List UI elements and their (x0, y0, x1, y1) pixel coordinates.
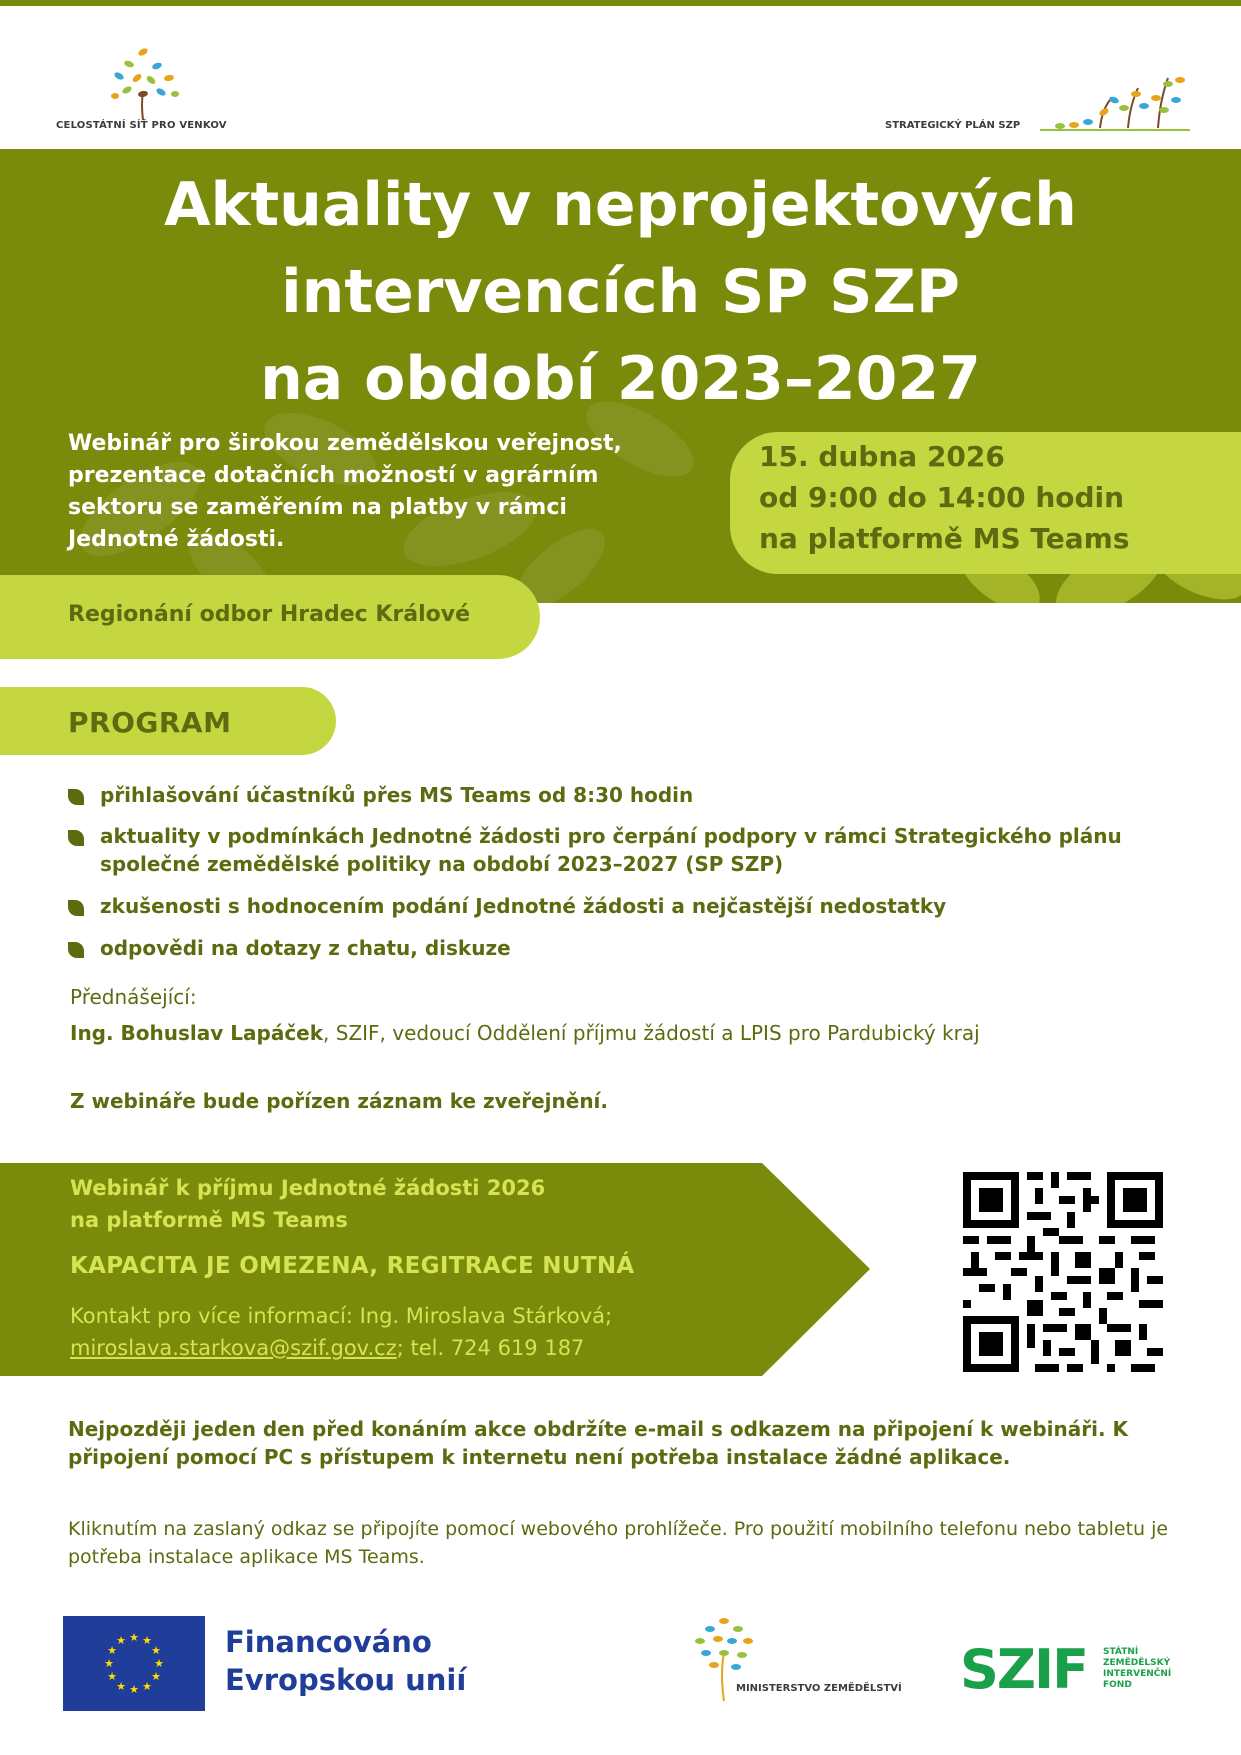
title-line: na období 2023–2027 (260, 344, 981, 414)
contact-email-link[interactable]: miroslava.starkova@szif.gov.cz (70, 1336, 397, 1360)
leaf-bullet-icon (68, 830, 84, 846)
leaf-bullet-icon (68, 942, 84, 958)
top-bar (0, 0, 1241, 6)
contact-info (70, 1300, 612, 1364)
strategicky-plan-logo-icon (1040, 70, 1190, 138)
szif-subtitle (1103, 1647, 1173, 1691)
email-notice: Nejpozději jeden den před konáním akce obdržíte e-mail s odkazem na připojení k webináři. K připojení pomocí PC s přístupem k internetu není potřeba instalace žádné aplikace. (68, 1417, 1129, 1469)
eu-flag-icon (63, 1616, 205, 1711)
record-note: Z webináře bude pořízen záznam ke zveřejnění. (70, 1089, 609, 1113)
title-line: intervencích SP SZP (281, 257, 960, 327)
contact-phone: ; tel. 724 619 187 (396, 1336, 585, 1360)
szif-sub-line: ZEMĚDĚLSKÝ (1103, 1658, 1171, 1668)
intro-line: sektoru se zaměřením na platby v rámci (68, 495, 567, 520)
region-badge (0, 575, 540, 659)
event-platform: na platformě MS Teams (759, 522, 1130, 555)
program-item: zkušenosti s hodnocením podání Jednotné žádosti a nejčastější nedostatky (100, 894, 947, 918)
svg-text:★: ★ (129, 1683, 139, 1696)
title-line: Aktuality v neprojektových (164, 170, 1077, 240)
svg-text:★: ★ (129, 1631, 139, 1644)
svg-text:★: ★ (116, 1634, 126, 1647)
left-logo-text: CELOSTÁTNÍ SÍŤ PRO VENKOV (56, 120, 227, 131)
program-item: odpovědi na dotazy z chatu, diskuze (100, 936, 511, 960)
leaf-bullet-icon (68, 900, 84, 916)
program-item: přihlašování účastníků přes MS Teams od 8:30 hodin (100, 783, 694, 807)
lecturer-name: Ing. Bohuslav Lapáček (70, 1021, 324, 1045)
qr-code-icon[interactable] (963, 1172, 1163, 1372)
program-heading (0, 687, 336, 755)
svg-text:★: ★ (116, 1680, 126, 1693)
eu-line: Financováno (225, 1625, 432, 1659)
svg-text:★: ★ (151, 1644, 161, 1657)
intro-line: Jednotné žádosti. (68, 527, 285, 552)
lecturer-label: Přednášející: (70, 985, 197, 1009)
event-date: 15. dubna 2026 (759, 440, 1005, 473)
browser-notice: Kliknutím na zaslaný odkaz se připojíte pomocí webového prohlížeče. Pro použití mobilního telefonu nebo tabletu je potřeba instalace aplikace MS Teams. (68, 1518, 1169, 1568)
ministry-text: MINISTERSTVO ZEMĚDĚLSTVÍ (736, 1683, 902, 1694)
svg-text:★: ★ (142, 1634, 152, 1647)
svg-text:★: ★ (107, 1644, 117, 1657)
svg-text:★: ★ (142, 1680, 152, 1693)
svg-text:★: ★ (104, 1657, 114, 1670)
svg-text:★: ★ (107, 1670, 117, 1683)
svg-text:★: ★ (151, 1670, 161, 1683)
capacity-note: KAPACITA JE OMEZENA, REGITRACE NUTNÁ (70, 1253, 635, 1279)
lecturer (70, 1021, 980, 1045)
szif-sub-line: INTERVENČNÍ (1103, 1669, 1172, 1679)
intro-text (68, 428, 668, 556)
registration-title (70, 1172, 545, 1236)
szif-logo: SZIF (960, 1638, 1088, 1701)
event-time: od 9:00 do 14:00 hodin (759, 481, 1125, 514)
program-item: aktuality v podmínkách Jednotné žádosti pro čerpání podpory v rámci Strategického plánu společné zemědělské politiky na období 2023–2027 (SP SZP) (100, 824, 1122, 876)
szif-sub-line: FOND (1103, 1680, 1132, 1690)
region-label: Regionání odbor Hradec Králové (68, 602, 471, 627)
registration-line: na platformě MS Teams (70, 1208, 348, 1232)
contact-line: Kontakt pro více informací: Ing. Miroslava Stárková; (70, 1304, 613, 1328)
szif-sub-line: STÁTNÍ (1103, 1647, 1139, 1657)
svg-text:★: ★ (154, 1657, 164, 1670)
leaf-bullet-icon (68, 789, 84, 805)
program-heading-label: PROGRAM (68, 706, 232, 739)
eu-line: Evropskou unií (225, 1663, 467, 1697)
registration-line: Webinář k příjmu Jednotné žádosti 2026 (70, 1176, 546, 1200)
right-logo-text: STRATEGICKÝ PLÁN SZP (885, 120, 1021, 131)
page-title (60, 162, 1181, 423)
eu-funding-text (225, 1623, 466, 1699)
intro-line: Webinář pro širokou zemědělskou veřejnost, (68, 431, 622, 456)
lecturer-role: , SZIF, vedoucí Oddělení příjmu žádostí a LPIS pro Pardubický kraj (323, 1021, 980, 1045)
intro-line: prezentace dotačních možností v agrárním (68, 463, 599, 488)
